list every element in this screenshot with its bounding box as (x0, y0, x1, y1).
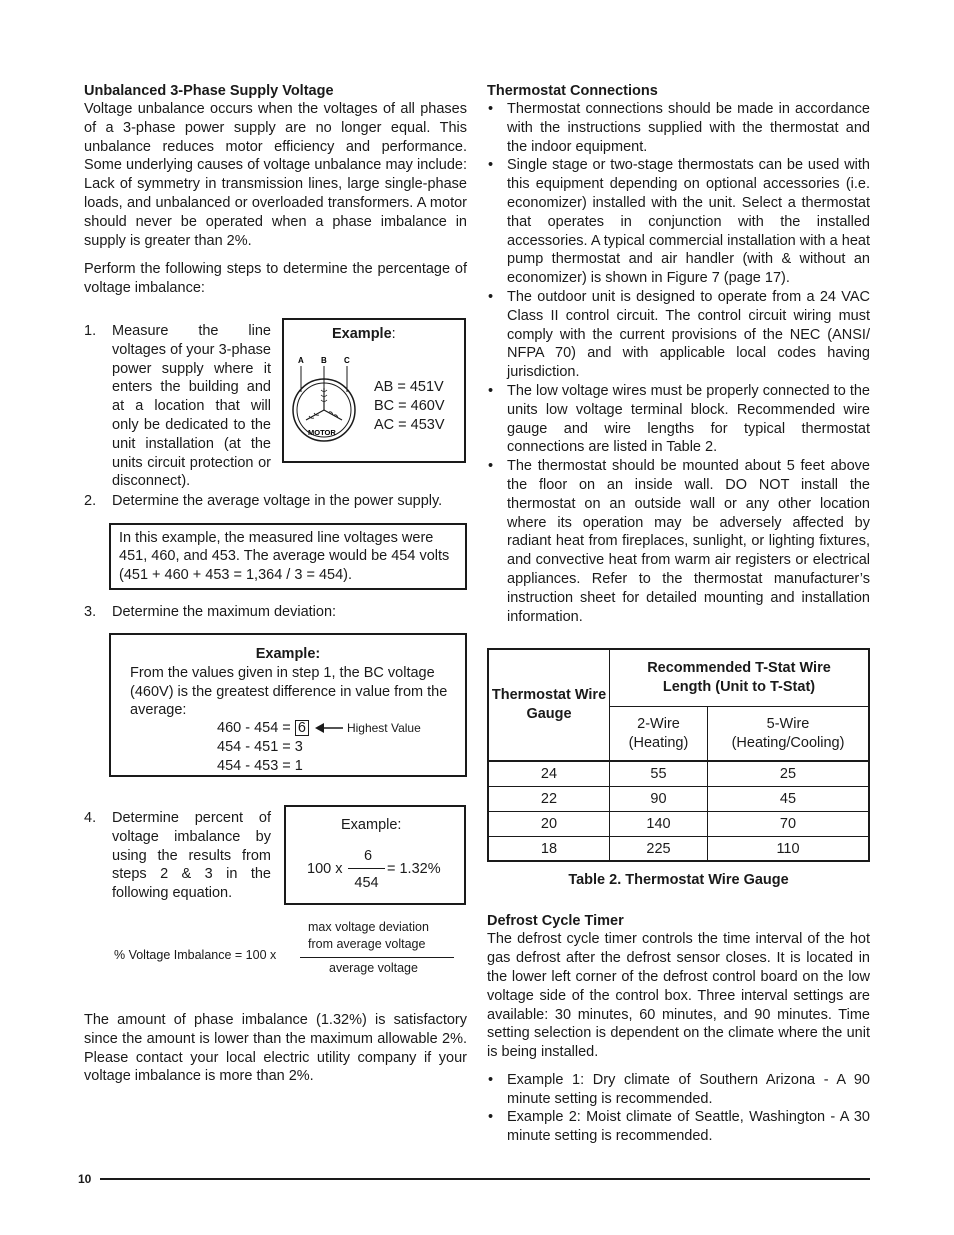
table-header-gauge: Thermostat Wire Gauge (488, 649, 610, 761)
step-2: 2. Determine the average voltage in the power supply. (84, 492, 443, 509)
section-heading-defrost: Defrost Cycle Timer (487, 913, 624, 930)
steps-intro: Perform the following steps to determine the percentage of voltage imbalance: (84, 261, 467, 297)
table-row: 18 225 110 (488, 836, 869, 861)
phase-c-label: C (344, 355, 350, 365)
example-1-box: Example: A B C MOTOR AB = 451V BC = 460V AC = 453V (282, 318, 466, 463)
list-item: • The outdoor unit is designed to operate from a 24 VAC Class II control circuit. The control circuit wiring must comply with the current provisions of the NEC (ANSI/ NFPA 70) and with applicable local codes having jurisdiction. (487, 288, 870, 382)
example-4-box (284, 805, 466, 905)
step-3: 3. Determine the maximum deviation: (84, 604, 337, 621)
formula-numerator: max voltage deviation from average voltage (308, 920, 429, 952)
voltage-bc: BC = 460V (374, 397, 445, 414)
page-number: 10 (78, 1172, 92, 1186)
phase-b-label: B (321, 355, 327, 365)
step-4-block (84, 809, 467, 919)
highest-value-label: Highest Value (346, 721, 421, 736)
example-4-numerator: 6 (363, 848, 373, 865)
right-column (487, 82, 870, 1146)
step-text: Measure the line voltages of your 3-phase power supply where it enters the building and at a location that will only be dedicated to the unit installation (at the units circuit protection or disconnect). (112, 322, 271, 490)
table-caption: Table 2. Thermostat Wire Gauge (568, 872, 789, 889)
table-row: 20 140 70 (488, 811, 869, 836)
table-header-group: Recommended T-Stat Wire Length (Unit to T-Stat) (610, 649, 870, 706)
step-number: 1. (84, 322, 97, 339)
highest-value-box: 6 (295, 720, 309, 736)
formula-denominator: average voltage (329, 961, 418, 976)
example-3-title: Example: (255, 646, 321, 663)
step-4: 4. Determine percent of voltage imbalance by using the results from steps 2 & 3 in the following equation. (84, 810, 271, 902)
phase-a-label: A (298, 355, 304, 365)
example-3-text: From the values given in step 1, the BC voltage (460V) is the greatest difference in value from the average: (130, 664, 448, 719)
footer-rule (100, 1178, 870, 1180)
step-1-block (84, 322, 467, 492)
table-subheader-2wire: 2-Wire (Heating) (610, 706, 708, 761)
intro-paragraph: Voltage unbalance occurs when the voltages of all phases of a 3-phase power supply are no longer equal. This unbalance reduces motor efficiency and performance. Some underlying causes of voltage unbalance may include: Lack of symmetry in transmission lines, large single-phase loads, and unbalanced or overloaded transformers. A motor should never be operated when a phase imbalance in supply is greater than 2%. (84, 101, 467, 249)
section-heading-thermostat: Thermostat Connections (487, 83, 658, 99)
defrost-paragraph: The defrost cycle timer controls the time interval of the hot gas defrost after the defrost sensor closes. It is located in the lower left corner of the defrost control board on the low voltage side of the control box. Three interval settings are available: 30 minutes, 60 minutes, and 90 minutes. Time setting selection is dependent on the climate where the unit is being installed. (487, 931, 870, 1061)
voltage-ab: AB = 451V (374, 378, 444, 395)
example-2-box: In this example, the measured line voltages were 451, 460, and 453. The average would be 454 volts (451 + 460 + 453 = 1,364 / 3 = 454). (109, 523, 467, 591)
conclusion-paragraph: The amount of phase imbalance (1.32%) is satisfactory since the amount is lower than the maximum allowable 2%. Please contact your local electric utility company if your voltage imbalance is more than 2%. (84, 1012, 467, 1085)
step-1 (84, 322, 271, 491)
deviation-line-1: 460 - 454 = (217, 720, 291, 737)
example-3-box (109, 633, 467, 777)
deviation-line-3: 454 - 453 = 1 (217, 757, 303, 774)
deviation-line-2: 454 - 451 = 3 (217, 738, 303, 755)
example-1-title: Example (332, 325, 392, 342)
list-item: • Example 2: Moist climate of Seattle, Washington - A 30 minute setting is recommended. (487, 1108, 870, 1146)
example-4-denominator: 454 (354, 875, 379, 892)
list-item: • The low voltage wires must be properly connected to the units low voltage terminal block. Recommended wire gauge and wire lengths for typical thermostat connections are listed in Table 2. (487, 382, 870, 457)
motor-label: MOTOR (308, 427, 336, 437)
table-row: 24 55 25 (488, 761, 869, 786)
fraction-bar (348, 868, 385, 869)
table-subheader-5wire: 5-Wire (Heating/Cooling) (708, 706, 870, 761)
example-4-prefix: 100 x (307, 861, 343, 878)
left-column (84, 82, 467, 1086)
section-heading-voltage: Unbalanced 3-Phase Supply Voltage (84, 83, 334, 99)
list-item: • Example 1: Dry climate of Southern Arizona - A 90 minute setting is recommended. (487, 1071, 870, 1109)
wire-gauge-table (487, 648, 870, 862)
formula-bar (300, 957, 454, 958)
list-item: • Thermostat connections should be made in accordance with the instructions supplied with the thermostat and the indoor equipment. (487, 100, 870, 156)
imbalance-formula (84, 919, 467, 989)
voltage-ac: AC = 453V (374, 416, 445, 433)
motor-diagram-icon (288, 354, 370, 444)
table-row: 22 90 45 (488, 786, 869, 811)
list-item: • The thermostat should be mounted about 5 feet above the floor on an inside wall. DO NOT install the thermostat on an outside wall or any other location where its operation may be adversely affected by radiant heat from fireplaces, sunlight, or lighting fixtures, and convective heat from warm air registers or electrical appliances. Refer to the thermostat manufacturer’s instruction sheet for detailed mounting and installation information. (487, 457, 870, 626)
formula-left: % Voltage Imbalance = 100 x (114, 948, 277, 963)
example-4-title: Example: (341, 817, 402, 834)
defrost-example-list (487, 1071, 870, 1146)
arrow-left-icon (315, 723, 343, 733)
list-item: • Single stage or two-stage thermostats can be used with this equipment depending on optional accessories (i.e. economizer) installed with the unit. Select a thermostat that operates in conjunction with the installed accessories. A typical commercial installation with a heat pump thermostat and air handler (with & without an economizer) is shown in Figure 7 (page 17). (487, 156, 870, 288)
thermostat-bullet-list (487, 100, 870, 626)
example-4-result: = 1.32% (387, 861, 441, 878)
